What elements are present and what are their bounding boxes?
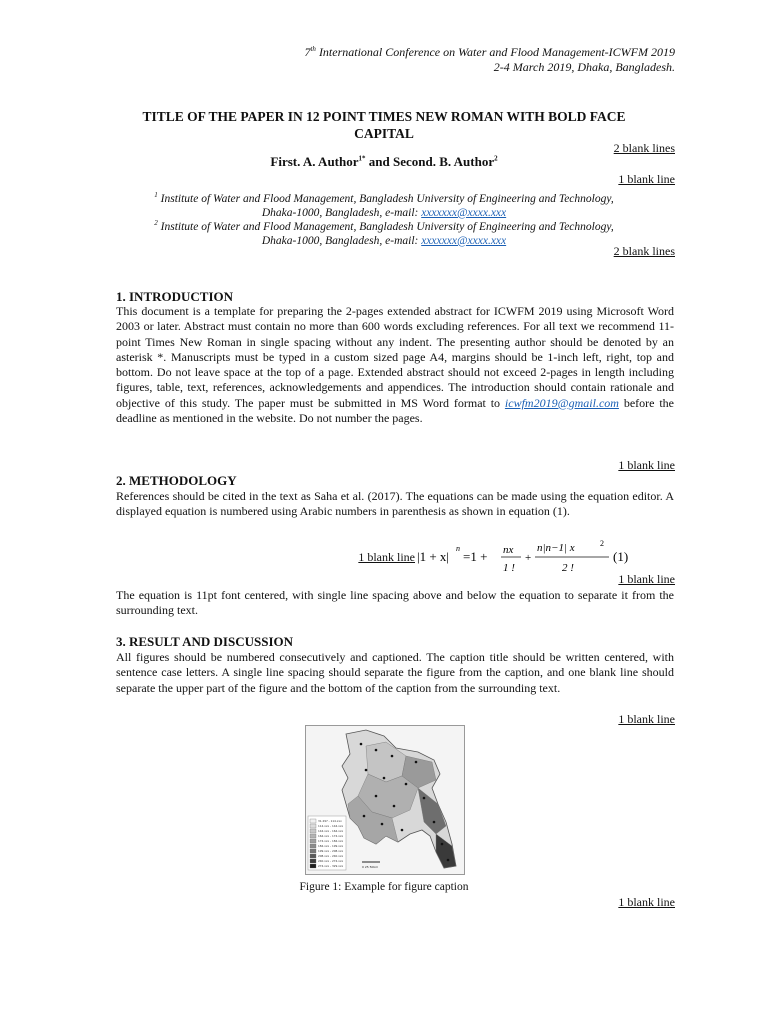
note-one-blank-line: 1 blank line: [618, 172, 675, 186]
affiliation-1: $^1$ Institute of Water and Flood Management, Bangladesh University of Engineering and Technology, Dhaka-1000, Bangladesh, e-mail: xxxxxxx@xxxx.xxx: [154, 191, 614, 219]
eq-plus: +: [525, 552, 532, 564]
svg-text:31.297 - 114.xxx: 31.297 - 114.xxx: [318, 819, 342, 823]
map-scale-label: 0 25 50km: [362, 865, 379, 869]
svg-text:274.xxx - 329.xxx: 274.xxx - 329.xxx: [318, 864, 344, 868]
affiliation-2: $^2$ Institute of Water and Flood Management, Bangladesh University of Engineering and Technology, Dhaka-1000, Bangladesh, e-mail: xxxxxxx@xxxx.xxx: [154, 219, 614, 247]
eq-frac2-sup: 2: [600, 539, 604, 548]
svg-text:184.xxx - 199.xxx: 184.xxx - 199.xxx: [318, 844, 344, 848]
svg-text:240.xxx - 274.xxx: 240.xxx - 274.xxx: [318, 859, 344, 863]
svg-text:174.xxx - 184.xxx: 174.xxx - 184.xxx: [318, 839, 344, 843]
affiliation-2-email-link[interactable]: xxxxxxx@xxxx.xxx: [421, 234, 507, 247]
equation-1: [417, 537, 675, 577]
section-heading-introduction: 1. INTRODUCTION: [116, 289, 234, 304]
section-heading-methodology: 2. METHODOLOGY: [116, 473, 237, 488]
svg-text:208.xxx - 240.xxx: 208.xxx - 240.xxx: [318, 854, 344, 858]
eq-exponent: n: [456, 544, 460, 553]
note-one-blank-line-eq: 1 blank line: [358, 549, 415, 564]
eq-frac1-den: 1 !: [503, 562, 515, 574]
paper-title: TITLE OF THE PAPER IN 12 POINT TIMES NEW ROMAN WITH BOLD FACE CAPITAL: [142, 109, 626, 141]
eq-lhs: |1 + x|: [417, 549, 450, 564]
eq-frac2-num: n|n−1| x: [537, 542, 575, 554]
bangladesh-map-image: [306, 726, 464, 874]
submission-email-link[interactable]: icwfm2019@gmail.com: [504, 395, 619, 410]
figure-caption: Figure 1: Example for figure caption: [299, 881, 469, 893]
results-text: All figures should be numbered consecutively and captioned. The caption title should be written centered, with sentence case letters. A single line spacing should separate the figure from the caption, and one blank line should separate the upper part of the figure and the bottom of the caption from the surrounding text.: [116, 650, 674, 695]
svg-text:199.xxx - 208.xxx: 199.xxx - 208.xxx: [318, 849, 344, 853]
note-one-blank-line-2: 1 blank line: [618, 458, 675, 472]
eq-rhs: =1 +: [463, 549, 488, 564]
eq-frac1-num: nx: [503, 544, 514, 556]
svg-text:164.xxx - 174.xxx: 164.xxx - 174.xxx: [318, 834, 344, 838]
note-two-blank-lines: 2 blank lines: [613, 141, 675, 155]
note-two-blank-lines-2: 2 blank lines: [613, 244, 675, 258]
eq-number: (1): [613, 549, 629, 564]
methodology-text: References should be cited in the text as Saha et al. (2017). The equations can be made using the equation editor. A displayed equation is numbered using Arabic numbers in parenthesis as shown in equation (1).: [116, 489, 674, 519]
note-one-blank-line-4: 1 blank line: [618, 712, 675, 726]
figure-1-map: [305, 725, 465, 875]
equation-line: [358, 537, 675, 577]
affiliation-1-email-link[interactable]: xxxxxxx@xxxx.xxx: [421, 206, 507, 219]
eq-frac2-den: 2 !: [562, 562, 574, 574]
svg-text:114.xxx - 144.xxx: 114.xxx - 144.xxx: [318, 824, 344, 828]
svg-text:144.xxx - 164.xxx: 144.xxx - 164.xxx: [318, 829, 344, 833]
note-one-blank-line-5: 1 blank line: [618, 895, 675, 909]
conference-header: 7th International Conference on Water and Flood Management-ICWFM 2019 2-4 March 2019, Dhaka, Bangladesh.: [304, 45, 675, 74]
note-one-blank-line-3: 1 blank line: [618, 572, 675, 586]
author-line: First. A. Author$^{1*}$ and Second. B. Author$^2$: [270, 154, 498, 169]
introduction-text: This document is a template for preparing the 2-pages extended abstract for ICWFM 2019 using Microsoft Word 2003 or later. Abstract must contain no more than 600 words excluding references. For all text we recommend 11-point Times New Roman in single spacing without any indent. The presenting author should be denoted by an asterisk *. Manuscripts must be typed in a custom sized page A4, margins should be 1-inch left, right, top and bottom. Do not leave space at the top of a page. Extended abstract should not exceed 2-pages in length including figures, table, text, references, acknowledgements and appendices. The introduction should contain rationale and objective of this study. The paper must be submitted in MS Word format to icwfm2019@gmail.com before the deadline as mentioned in the website. Do not number the pages.: [116, 304, 674, 426]
section-heading-results: 3. RESULT AND DISCUSSION: [116, 634, 294, 649]
equation-text: The equation is 11pt font centered, with single line spacing above and below the equation to separate it from the surrounding text.: [116, 588, 674, 618]
